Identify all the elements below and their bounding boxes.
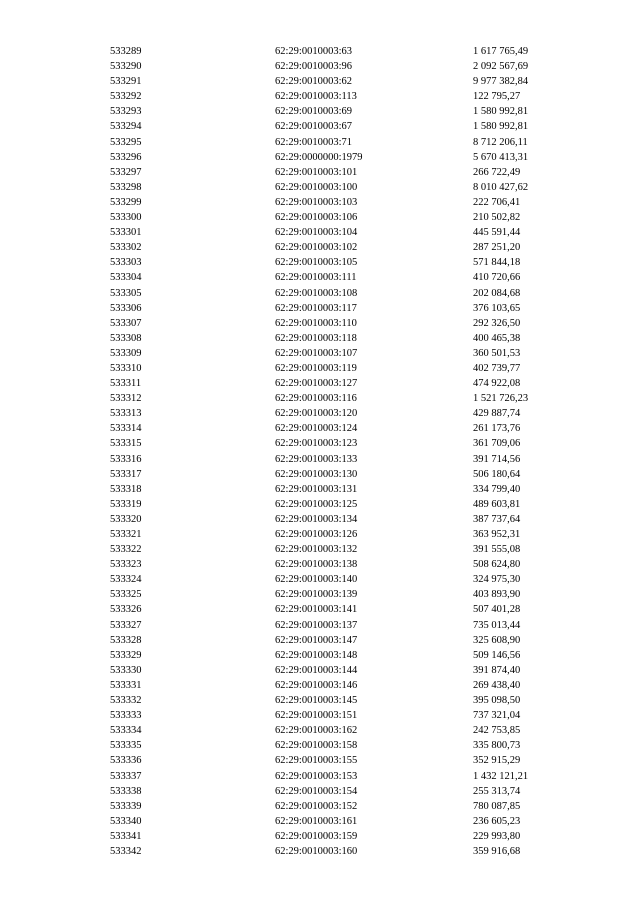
row-number-cell: 533301	[110, 227, 142, 239]
cadastral-value-cell: 269 438,40	[473, 679, 521, 691]
table-row	[110, 225, 593, 240]
row-number-cell: 533309	[110, 347, 142, 359]
table-row	[110, 738, 593, 753]
row-number-cell: 533336	[110, 755, 142, 767]
cadastral-number-cell: 62:29:0010003:67	[275, 121, 353, 133]
cadastral-number-cell: 62:29:0010003:125	[275, 498, 358, 510]
cadastral-value-cell: 1 580 992,81	[473, 121, 529, 133]
cadastral-number-cell: 62:29:0010003:147	[275, 634, 358, 646]
cadastral-value-cell: 507 401,28	[473, 604, 521, 616]
cadastral-value-cell: 735 013,44	[473, 619, 521, 631]
table-row	[110, 572, 593, 587]
cadastral-number-cell: 62:29:0010003:119	[275, 362, 357, 374]
cadastral-number-cell: 62:29:0010003:110	[275, 317, 357, 329]
row-number-cell: 533315	[110, 438, 142, 450]
row-number-cell: 533294	[110, 121, 142, 133]
cadastral-number-cell: 62:29:0010003:131	[275, 483, 358, 495]
table-row	[110, 331, 593, 346]
cadastral-number-cell: 62:29:0010003:139	[275, 589, 358, 601]
cadastral-value-cell: 122 795,27	[473, 91, 521, 103]
row-number-cell: 533339	[110, 800, 142, 812]
cadastral-number-cell: 62:29:0010003:63	[275, 46, 353, 57]
row-number-cell: 533338	[110, 785, 142, 797]
table-row	[110, 135, 593, 150]
cadastral-number-cell: 62:29:0010003:102	[275, 242, 358, 254]
cadastral-number-cell: 62:29:0010003:148	[275, 649, 358, 661]
cadastral-value-cell: 400 465,38	[473, 332, 521, 344]
cadastral-number-cell: 62:29:0010003:134	[275, 513, 358, 525]
row-number-cell: 533320	[110, 513, 142, 525]
row-number-cell: 533302	[110, 242, 142, 254]
cadastral-value-cell: 334 799,40	[473, 483, 521, 495]
row-number-cell: 533328	[110, 634, 142, 646]
cadastral-number-cell: 62:29:0010003:162	[275, 725, 358, 737]
table-row	[110, 74, 593, 89]
cadastral-value-cell: 387 737,64	[473, 513, 521, 525]
table-row	[110, 844, 593, 859]
row-number-cell: 533291	[110, 76, 142, 88]
table-row	[110, 753, 593, 768]
table-row	[110, 678, 593, 693]
cadastral-number-cell: 62:29:0010003:160	[275, 845, 358, 857]
table-row	[110, 723, 593, 738]
table-row	[110, 542, 593, 557]
row-number-cell: 533293	[110, 106, 142, 118]
cadastral-number-cell: 62:29:0010003:127	[275, 378, 358, 390]
row-number-cell: 533340	[110, 815, 142, 827]
row-number-cell: 533310	[110, 362, 142, 374]
row-number-cell: 533306	[110, 302, 142, 314]
row-number-cell: 533321	[110, 529, 142, 540]
cadastral-value-cell: 474 922,08	[473, 378, 521, 390]
row-number-cell: 533317	[110, 468, 142, 480]
cadastral-value-cell: 361 709,06	[473, 438, 521, 450]
table-row	[110, 255, 593, 270]
row-number-cell: 533342	[110, 845, 142, 857]
cadastral-value-cell: 403 893,90	[473, 589, 521, 601]
row-number-cell: 533323	[110, 559, 142, 571]
cadastral-number-cell: 62:29:0010003:141	[275, 604, 358, 616]
table-row	[110, 829, 593, 844]
cadastral-value-cell: 5 670 413,31	[473, 151, 529, 163]
row-number-cell: 533327	[110, 619, 142, 631]
row-number-cell: 533318	[110, 483, 142, 495]
table-row	[110, 210, 593, 225]
table-row	[110, 467, 593, 482]
row-number-cell: 533299	[110, 196, 142, 208]
cadastral-value-cell: 391 714,56	[473, 453, 521, 465]
table-row	[110, 527, 593, 542]
cadastral-number-cell: 62:29:0010003:103	[275, 196, 358, 208]
cadastral-number-cell: 62:29:0010003:146	[275, 679, 358, 691]
cadastral-number-cell: 62:29:0010003:105	[275, 257, 358, 269]
row-number-cell: 533300	[110, 212, 142, 224]
cadastral-value-table	[110, 44, 593, 859]
cadastral-value-cell: 236 605,23	[473, 815, 521, 827]
table-body	[110, 44, 593, 859]
cadastral-number-cell: 62:29:0010003:133	[275, 453, 358, 465]
table-row	[110, 814, 593, 829]
table-row	[110, 557, 593, 572]
table-row	[110, 497, 593, 512]
cadastral-value-cell: 8 010 427,62	[473, 181, 529, 193]
cadastral-value-cell: 1 521 726,23	[473, 393, 529, 405]
cadastral-number-cell: 62:29:0010003:138	[275, 559, 358, 571]
row-number-cell: 533305	[110, 287, 142, 299]
row-number-cell: 533331	[110, 679, 142, 691]
cadastral-number-cell: 62:29:0010003:137	[275, 619, 358, 631]
table-row	[110, 618, 593, 633]
cadastral-number-cell: 62:29:0010003:113	[275, 91, 357, 103]
row-number-cell: 533289	[110, 46, 142, 57]
cadastral-value-cell: 8 712 206,11	[473, 136, 528, 148]
cadastral-number-cell: 62:29:0010003:107	[275, 347, 358, 359]
cadastral-value-cell: 352 915,29	[473, 755, 521, 767]
cadastral-value-cell: 571 844,18	[473, 257, 521, 269]
row-number-cell: 533332	[110, 695, 142, 707]
table-row	[110, 89, 593, 104]
cadastral-value-cell: 395 098,50	[473, 695, 521, 707]
cadastral-value-cell: 737 321,04	[473, 710, 521, 722]
cadastral-number-cell: 62:29:0010003:130	[275, 468, 358, 480]
cadastral-value-cell: 210 502,82	[473, 212, 521, 224]
cadastral-number-cell: 62:29:0010003:100	[275, 181, 358, 193]
table-row	[110, 633, 593, 648]
table-row	[110, 301, 593, 316]
row-number-cell: 533296	[110, 151, 142, 163]
cadastral-number-cell: 62:29:0010003:152	[275, 800, 358, 812]
cadastral-number-cell: 62:29:0010003:155	[275, 755, 358, 767]
cadastral-number-cell: 62:29:0010003:132	[275, 544, 358, 556]
row-number-cell: 533329	[110, 649, 142, 661]
cadastral-value-cell: 2 092 567,69	[473, 61, 529, 73]
row-number-cell: 533333	[110, 710, 142, 722]
table-row	[110, 361, 593, 376]
table-row	[110, 316, 593, 331]
cadastral-value-cell: 506 180,64	[473, 468, 521, 480]
table-row	[110, 602, 593, 617]
cadastral-value-cell: 325 608,90	[473, 634, 521, 646]
row-number-cell: 533330	[110, 664, 142, 676]
table-row	[110, 421, 593, 436]
cadastral-number-cell: 62:29:0000000:1979	[275, 151, 363, 163]
cadastral-value-cell: 509 146,56	[473, 649, 521, 661]
cadastral-value-cell: 335 800,73	[473, 740, 521, 752]
row-number-cell: 533316	[110, 453, 142, 465]
table-row	[110, 406, 593, 421]
cadastral-value-cell: 391 874,40	[473, 664, 521, 676]
cadastral-number-cell: 62:29:0010003:101	[275, 166, 358, 178]
row-number-cell: 533325	[110, 589, 142, 601]
cadastral-value-cell: 1 617 765,49	[473, 46, 529, 57]
cadastral-value-cell: 242 753,85	[473, 725, 521, 737]
cadastral-number-cell: 62:29:0010003:96	[275, 61, 353, 73]
cadastral-value-cell: 391 555,08	[473, 544, 521, 556]
row-number-cell: 533324	[110, 574, 142, 586]
cadastral-value-cell: 287 251,20	[473, 242, 521, 254]
table-row	[110, 44, 593, 59]
cadastral-number-cell: 62:29:0010003:161	[275, 815, 358, 827]
row-number-cell: 533319	[110, 498, 142, 510]
cadastral-value-cell: 489 603,81	[473, 498, 521, 510]
table-row	[110, 769, 593, 784]
table-row	[110, 286, 593, 301]
row-number-cell: 533314	[110, 423, 142, 435]
cadastral-number-cell: 62:29:0010003:159	[275, 830, 358, 842]
cadastral-value-cell: 255 313,74	[473, 785, 521, 797]
cadastral-number-cell: 62:29:0010003:120	[275, 408, 358, 420]
table-row	[110, 693, 593, 708]
cadastral-number-cell: 62:29:0010003:145	[275, 695, 358, 707]
row-number-cell: 533312	[110, 393, 142, 405]
table-row	[110, 240, 593, 255]
row-number-cell: 533292	[110, 91, 142, 103]
row-number-cell: 533334	[110, 725, 142, 737]
cadastral-value-cell: 261 173,76	[473, 423, 521, 435]
cadastral-number-cell: 62:29:0010003:151	[275, 710, 358, 722]
table-row	[110, 119, 593, 134]
table-row	[110, 799, 593, 814]
table-row	[110, 270, 593, 285]
cadastral-number-cell: 62:29:0010003:124	[275, 423, 358, 435]
table-row	[110, 663, 593, 678]
cadastral-value-cell: 359 916,68	[473, 845, 521, 857]
table-row	[110, 587, 593, 602]
table-row	[110, 391, 593, 406]
cadastral-number-cell: 62:29:0010003:153	[275, 770, 358, 782]
cadastral-value-cell: 222 706,41	[473, 196, 521, 208]
cadastral-value-cell: 402 739,77	[473, 362, 521, 374]
table-row	[110, 648, 593, 663]
cadastral-value-cell: 429 887,74	[473, 408, 521, 420]
table-row	[110, 482, 593, 497]
cadastral-value-cell: 410 720,66	[473, 272, 521, 284]
table-row	[110, 59, 593, 74]
cadastral-value-cell: 229 993,80	[473, 830, 521, 842]
table-row	[110, 452, 593, 467]
row-number-cell: 533326	[110, 604, 142, 616]
cadastral-number-cell: 62:29:0010003:158	[275, 740, 358, 752]
row-number-cell: 533341	[110, 830, 142, 842]
cadastral-value-cell: 1 580 992,81	[473, 106, 529, 118]
row-number-cell: 533295	[110, 136, 142, 148]
row-number-cell: 533297	[110, 166, 142, 178]
cadastral-number-cell: 62:29:0010003:104	[275, 227, 358, 239]
cadastral-value-cell: 266 722,49	[473, 166, 521, 178]
cadastral-value-cell: 1 432 121,21	[473, 770, 529, 782]
cadastral-number-cell: 62:29:0010003:117	[275, 302, 357, 314]
row-number-cell: 533337	[110, 770, 142, 782]
cadastral-value-cell: 508 624,80	[473, 559, 521, 571]
row-number-cell: 533303	[110, 257, 142, 269]
cadastral-value-cell: 292 326,50	[473, 317, 521, 329]
table-row	[110, 346, 593, 361]
row-number-cell: 533290	[110, 61, 142, 73]
cadastral-value-cell: 9 977 382,84	[473, 76, 529, 88]
cadastral-number-cell: 62:29:0010003:140	[275, 574, 358, 586]
table-row	[110, 784, 593, 799]
row-number-cell: 533313	[110, 408, 142, 420]
row-number-cell: 533322	[110, 544, 142, 556]
table-row	[110, 512, 593, 527]
cadastral-number-cell: 62:29:0010003:62	[275, 76, 353, 88]
cadastral-number-cell: 62:29:0010003:111	[275, 272, 357, 284]
table-row	[110, 165, 593, 180]
table-row	[110, 436, 593, 451]
cadastral-value-cell: 445 591,44	[473, 227, 521, 239]
cadastral-value-cell: 324 975,30	[473, 574, 521, 586]
cadastral-number-cell: 62:29:0010003:154	[275, 785, 358, 797]
cadastral-number-cell: 62:29:0010003:126	[275, 529, 358, 540]
table-row	[110, 708, 593, 723]
cadastral-number-cell: 62:29:0010003:118	[275, 332, 357, 344]
cadastral-value-cell: 360 501,53	[473, 347, 521, 359]
row-number-cell: 533304	[110, 272, 142, 284]
cadastral-number-cell: 62:29:0010003:144	[275, 664, 358, 676]
cadastral-value-cell: 780 087,85	[473, 800, 521, 812]
row-number-cell: 533298	[110, 181, 142, 193]
row-number-cell: 533311	[110, 378, 142, 390]
cadastral-number-cell: 62:29:0010003:123	[275, 438, 358, 450]
cadastral-number-cell: 62:29:0010003:71	[275, 136, 353, 148]
cadastral-value-cell: 376 103,65	[473, 302, 521, 314]
row-number-cell: 533307	[110, 317, 142, 329]
table-row	[110, 376, 593, 391]
table-row	[110, 180, 593, 195]
table-row	[110, 150, 593, 165]
cadastral-number-cell: 62:29:0010003:116	[275, 393, 357, 405]
cadastral-number-cell: 62:29:0010003:106	[275, 212, 358, 224]
row-number-cell: 533335	[110, 740, 142, 752]
table-row	[110, 195, 593, 210]
cadastral-value-cell: 202 084,68	[473, 287, 521, 299]
cadastral-number-cell: 62:29:0010003:108	[275, 287, 358, 299]
row-number-cell: 533308	[110, 332, 142, 344]
cadastral-value-cell: 363 952,31	[473, 529, 521, 540]
cadastral-number-cell: 62:29:0010003:69	[275, 106, 353, 118]
table-row	[110, 104, 593, 119]
